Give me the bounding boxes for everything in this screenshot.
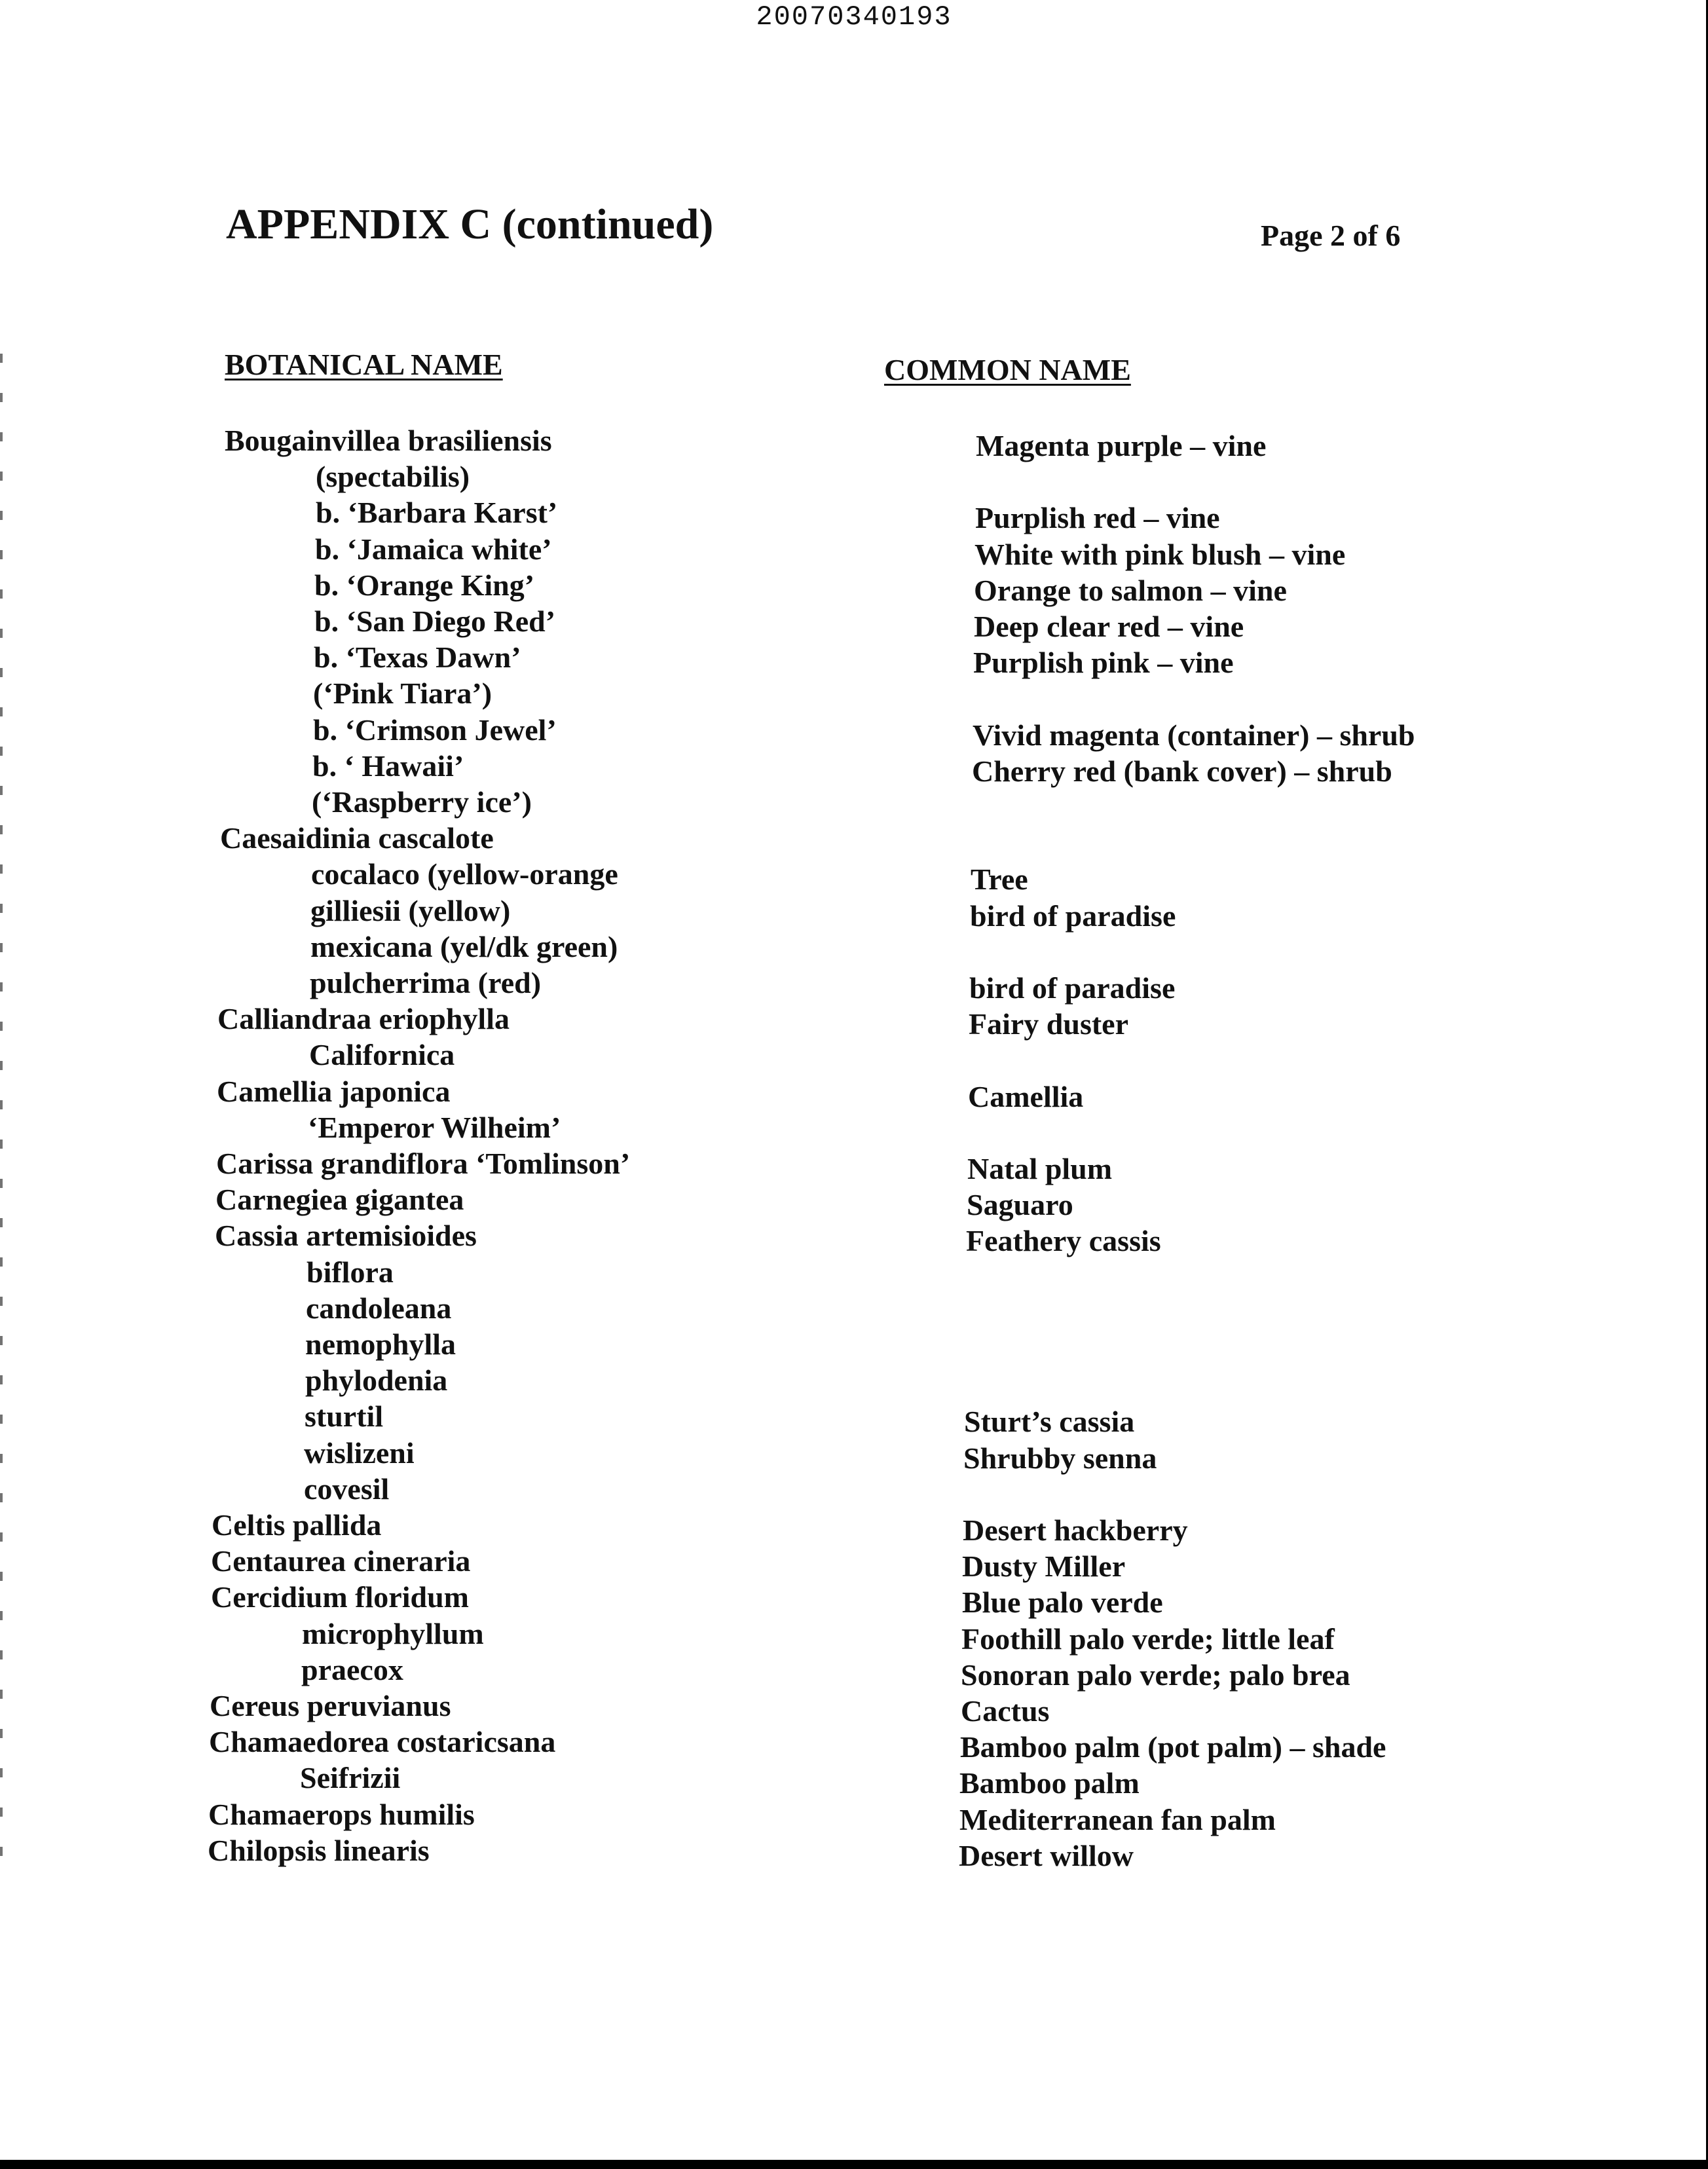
botanical-name: Celtis pallida bbox=[212, 1508, 382, 1542]
common-name: Deep clear red – vine bbox=[974, 610, 1244, 643]
common-name: bird of paradise bbox=[969, 971, 1176, 1005]
botanical-name: Cassia artemisioides bbox=[215, 1219, 477, 1253]
botanical-name: b. ‘Orange King’ bbox=[314, 568, 535, 602]
common-name: White with pink blush – vine bbox=[975, 537, 1346, 571]
scan-bottom-edge bbox=[0, 2160, 1708, 2169]
botanical-name: Seifrizii bbox=[300, 1761, 401, 1795]
botanical-name: Centaurea cineraria bbox=[211, 1544, 471, 1578]
botanical-name: covesil bbox=[304, 1472, 390, 1506]
botanical-name: b. ‘San Diego Red’ bbox=[314, 604, 556, 638]
botanical-name: nemophylla bbox=[305, 1327, 456, 1361]
botanical-name: Californica bbox=[309, 1038, 455, 1072]
common-name: Blue palo verde bbox=[962, 1585, 1163, 1620]
common-name: bird of paradise bbox=[970, 899, 1176, 933]
common-name: Foothill palo verde; little leaf bbox=[961, 1622, 1335, 1656]
document-number: 20070340193 bbox=[756, 1, 952, 33]
botanical-name: Chamaedorea costaricsana bbox=[209, 1725, 556, 1759]
common-name: Cactus bbox=[961, 1694, 1050, 1728]
common-name: Dusty Miller bbox=[962, 1549, 1126, 1584]
common-name: Orange to salmon – vine bbox=[974, 573, 1287, 607]
common-name: Fairy duster bbox=[969, 1007, 1129, 1041]
botanical-name-header: BOTANICAL NAME bbox=[225, 348, 503, 381]
common-name: Magenta purple – vine bbox=[976, 429, 1267, 462]
common-name: Purplish pink – vine bbox=[973, 646, 1234, 680]
common-name: Shrubby senna bbox=[963, 1441, 1157, 1475]
common-name: Desert willow bbox=[959, 1838, 1134, 1872]
botanical-name: Caesaidinia cascalote bbox=[220, 821, 494, 855]
botanical-name: gilliesii (yellow) bbox=[310, 893, 511, 927]
common-name: Sonoran palo verde; palo brea bbox=[961, 1658, 1350, 1692]
botanical-name: wislizeni bbox=[304, 1436, 415, 1470]
botanical-name: Cereus peruvianus bbox=[210, 1689, 451, 1722]
botanical-name: Carnegiea gigantea bbox=[215, 1183, 464, 1217]
botanical-name: biflora bbox=[306, 1255, 394, 1289]
common-name: Natal plum bbox=[967, 1152, 1113, 1185]
botanical-name: b. ‘ Hawaii’ bbox=[312, 749, 464, 783]
botanical-name: Bougainvillea brasiliensis bbox=[225, 424, 552, 457]
botanical-name: mexicana (yel/dk green) bbox=[310, 929, 618, 963]
botanical-name: b. ‘Texas Dawn’ bbox=[314, 640, 521, 675]
scan-edge-marks bbox=[0, 354, 3, 1873]
botanical-name: (‘Raspberry ice’) bbox=[312, 785, 532, 819]
botanical-name: phylodenia bbox=[305, 1363, 448, 1398]
common-name: Cherry red (bank cover) – shrub bbox=[972, 754, 1392, 788]
common-name-header: COMMON NAME bbox=[884, 353, 1131, 386]
botanical-name: Cercidium floridum bbox=[211, 1580, 469, 1614]
botanical-name: Chamaerops humilis bbox=[208, 1797, 475, 1831]
botanical-name: Calliandraa eriophylla bbox=[217, 1002, 510, 1036]
botanical-name: b. ‘Jamaica white’ bbox=[315, 532, 552, 566]
botanical-name: b. ‘Crimson Jewel’ bbox=[313, 713, 557, 747]
botanical-name: Chilopsis linearis bbox=[208, 1833, 430, 1867]
common-name: Bamboo palm bbox=[959, 1766, 1140, 1800]
common-name: Tree bbox=[971, 862, 1028, 897]
common-name: Camellia bbox=[968, 1079, 1084, 1113]
common-name: Vivid magenta (container) – shrub bbox=[973, 718, 1415, 752]
common-name: Bamboo palm (pot palm) – shade bbox=[960, 1730, 1386, 1764]
botanical-name: candoleana bbox=[306, 1291, 452, 1325]
botanical-name: (‘Pink Tiara’) bbox=[313, 677, 492, 711]
common-name: Feathery cassis bbox=[966, 1224, 1161, 1258]
botanical-name: b. ‘Barbara Karst’ bbox=[316, 496, 558, 530]
botanical-name: Camellia japonica bbox=[217, 1074, 451, 1108]
botanical-name: sturtil bbox=[305, 1400, 384, 1434]
common-name: Saguaro bbox=[967, 1188, 1073, 1222]
botanical-name: Carissa grandiflora ‘Tomlinson’ bbox=[216, 1147, 631, 1180]
botanical-name: microphyllum bbox=[302, 1616, 484, 1650]
page-number: Page 2 of 6 bbox=[1261, 219, 1401, 252]
botanical-name: pulcherrima (red) bbox=[310, 966, 542, 999]
botanical-name: (spectabilis) bbox=[316, 460, 470, 494]
botanical-name: cocalaco (yellow-orange bbox=[311, 857, 618, 891]
botanical-name: praecox bbox=[301, 1652, 403, 1686]
common-name: Sturt’s cassia bbox=[964, 1405, 1135, 1439]
common-name: Mediterranean fan palm bbox=[959, 1802, 1276, 1836]
botanical-name: ‘Emperor Wilheim’ bbox=[308, 1110, 561, 1144]
common-name: Desert hackberry bbox=[963, 1513, 1188, 1547]
page-title: APPENDIX C (continued) bbox=[226, 200, 714, 248]
common-name: Purplish red – vine bbox=[975, 501, 1220, 535]
